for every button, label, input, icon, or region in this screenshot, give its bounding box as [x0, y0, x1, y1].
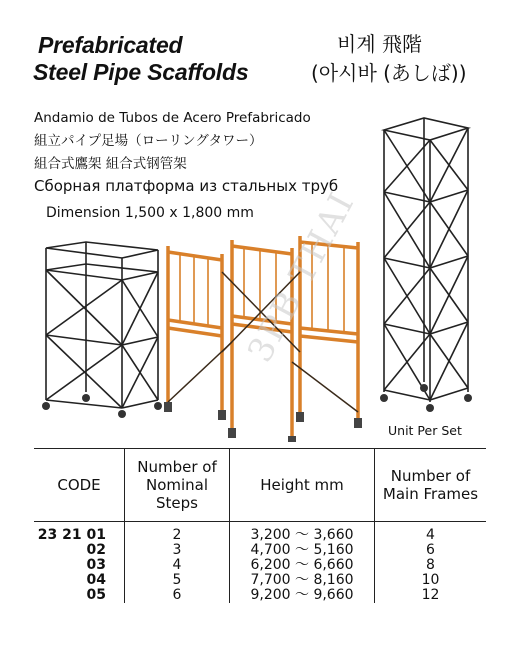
cell-height: 3,200 ～ 3,660 — [230, 522, 375, 544]
header-height: Height mm — [230, 449, 375, 522]
header-steps: Number of Nominal Steps — [125, 449, 230, 522]
cell-height: 7,700 ～ 8,160 — [230, 573, 375, 588]
cell-frames: 10 — [375, 573, 487, 588]
title-line-1: Prefabricated — [38, 32, 183, 58]
cell-steps: 3 — [125, 543, 230, 558]
translation-spanish: Andamio de Tubos de Acero Prefabricado — [34, 110, 311, 126]
cell-height: 6,200 ～ 6,660 — [230, 558, 375, 573]
cell-code: 04 — [86, 572, 106, 588]
cell-steps: 5 — [125, 573, 230, 588]
unit-note: Unit Per Set — [388, 423, 462, 438]
title-asian-line-1: 비계 飛階 — [337, 32, 422, 56]
scaffold-tower-illustration — [38, 240, 168, 420]
translation-chinese: 組合式鷹架 組合式钢管架 — [34, 156, 187, 172]
cell-steps: 4 — [125, 558, 230, 573]
translation-japanese: 組立パイプ足場（ローリングタワー） — [34, 133, 263, 149]
title-asian-line-2: (아시바 (あしば)) — [311, 61, 467, 85]
table-row — [34, 588, 486, 603]
cell-steps: 6 — [125, 588, 230, 603]
table-row — [34, 522, 486, 544]
header-frames: Number of Main Frames — [375, 449, 487, 522]
cell-code: 05 — [86, 587, 106, 603]
title-line-2: Steel Pipe Scaffolds — [33, 59, 249, 85]
cell-code: 03 — [86, 557, 106, 573]
table-header-row — [34, 449, 486, 522]
cell-frames: 12 — [375, 588, 487, 603]
cell-code: 23 21 01 — [37, 527, 106, 543]
watermark: 3PB THAI — [240, 185, 363, 369]
translation-russian: Сборная платформа из стальных труб — [34, 177, 339, 195]
cell-steps: 2 — [125, 522, 230, 544]
header-code: CODE — [34, 449, 125, 522]
table-row — [34, 543, 486, 558]
table-row — [34, 573, 486, 588]
cell-frames: 8 — [375, 558, 487, 573]
spec-table — [34, 448, 486, 603]
table-row — [34, 558, 486, 573]
cell-height: 9,200 ～ 9,660 — [230, 588, 375, 603]
cell-code: 02 — [86, 542, 106, 558]
cell-frames: 6 — [375, 543, 487, 558]
cell-frames: 4 — [375, 522, 487, 544]
cell-height: 4,700 ～ 5,160 — [230, 543, 375, 558]
rolling-tower-illustration — [370, 110, 480, 415]
dimension-label: Dimension 1,500 x 1,800 mm — [46, 205, 254, 221]
